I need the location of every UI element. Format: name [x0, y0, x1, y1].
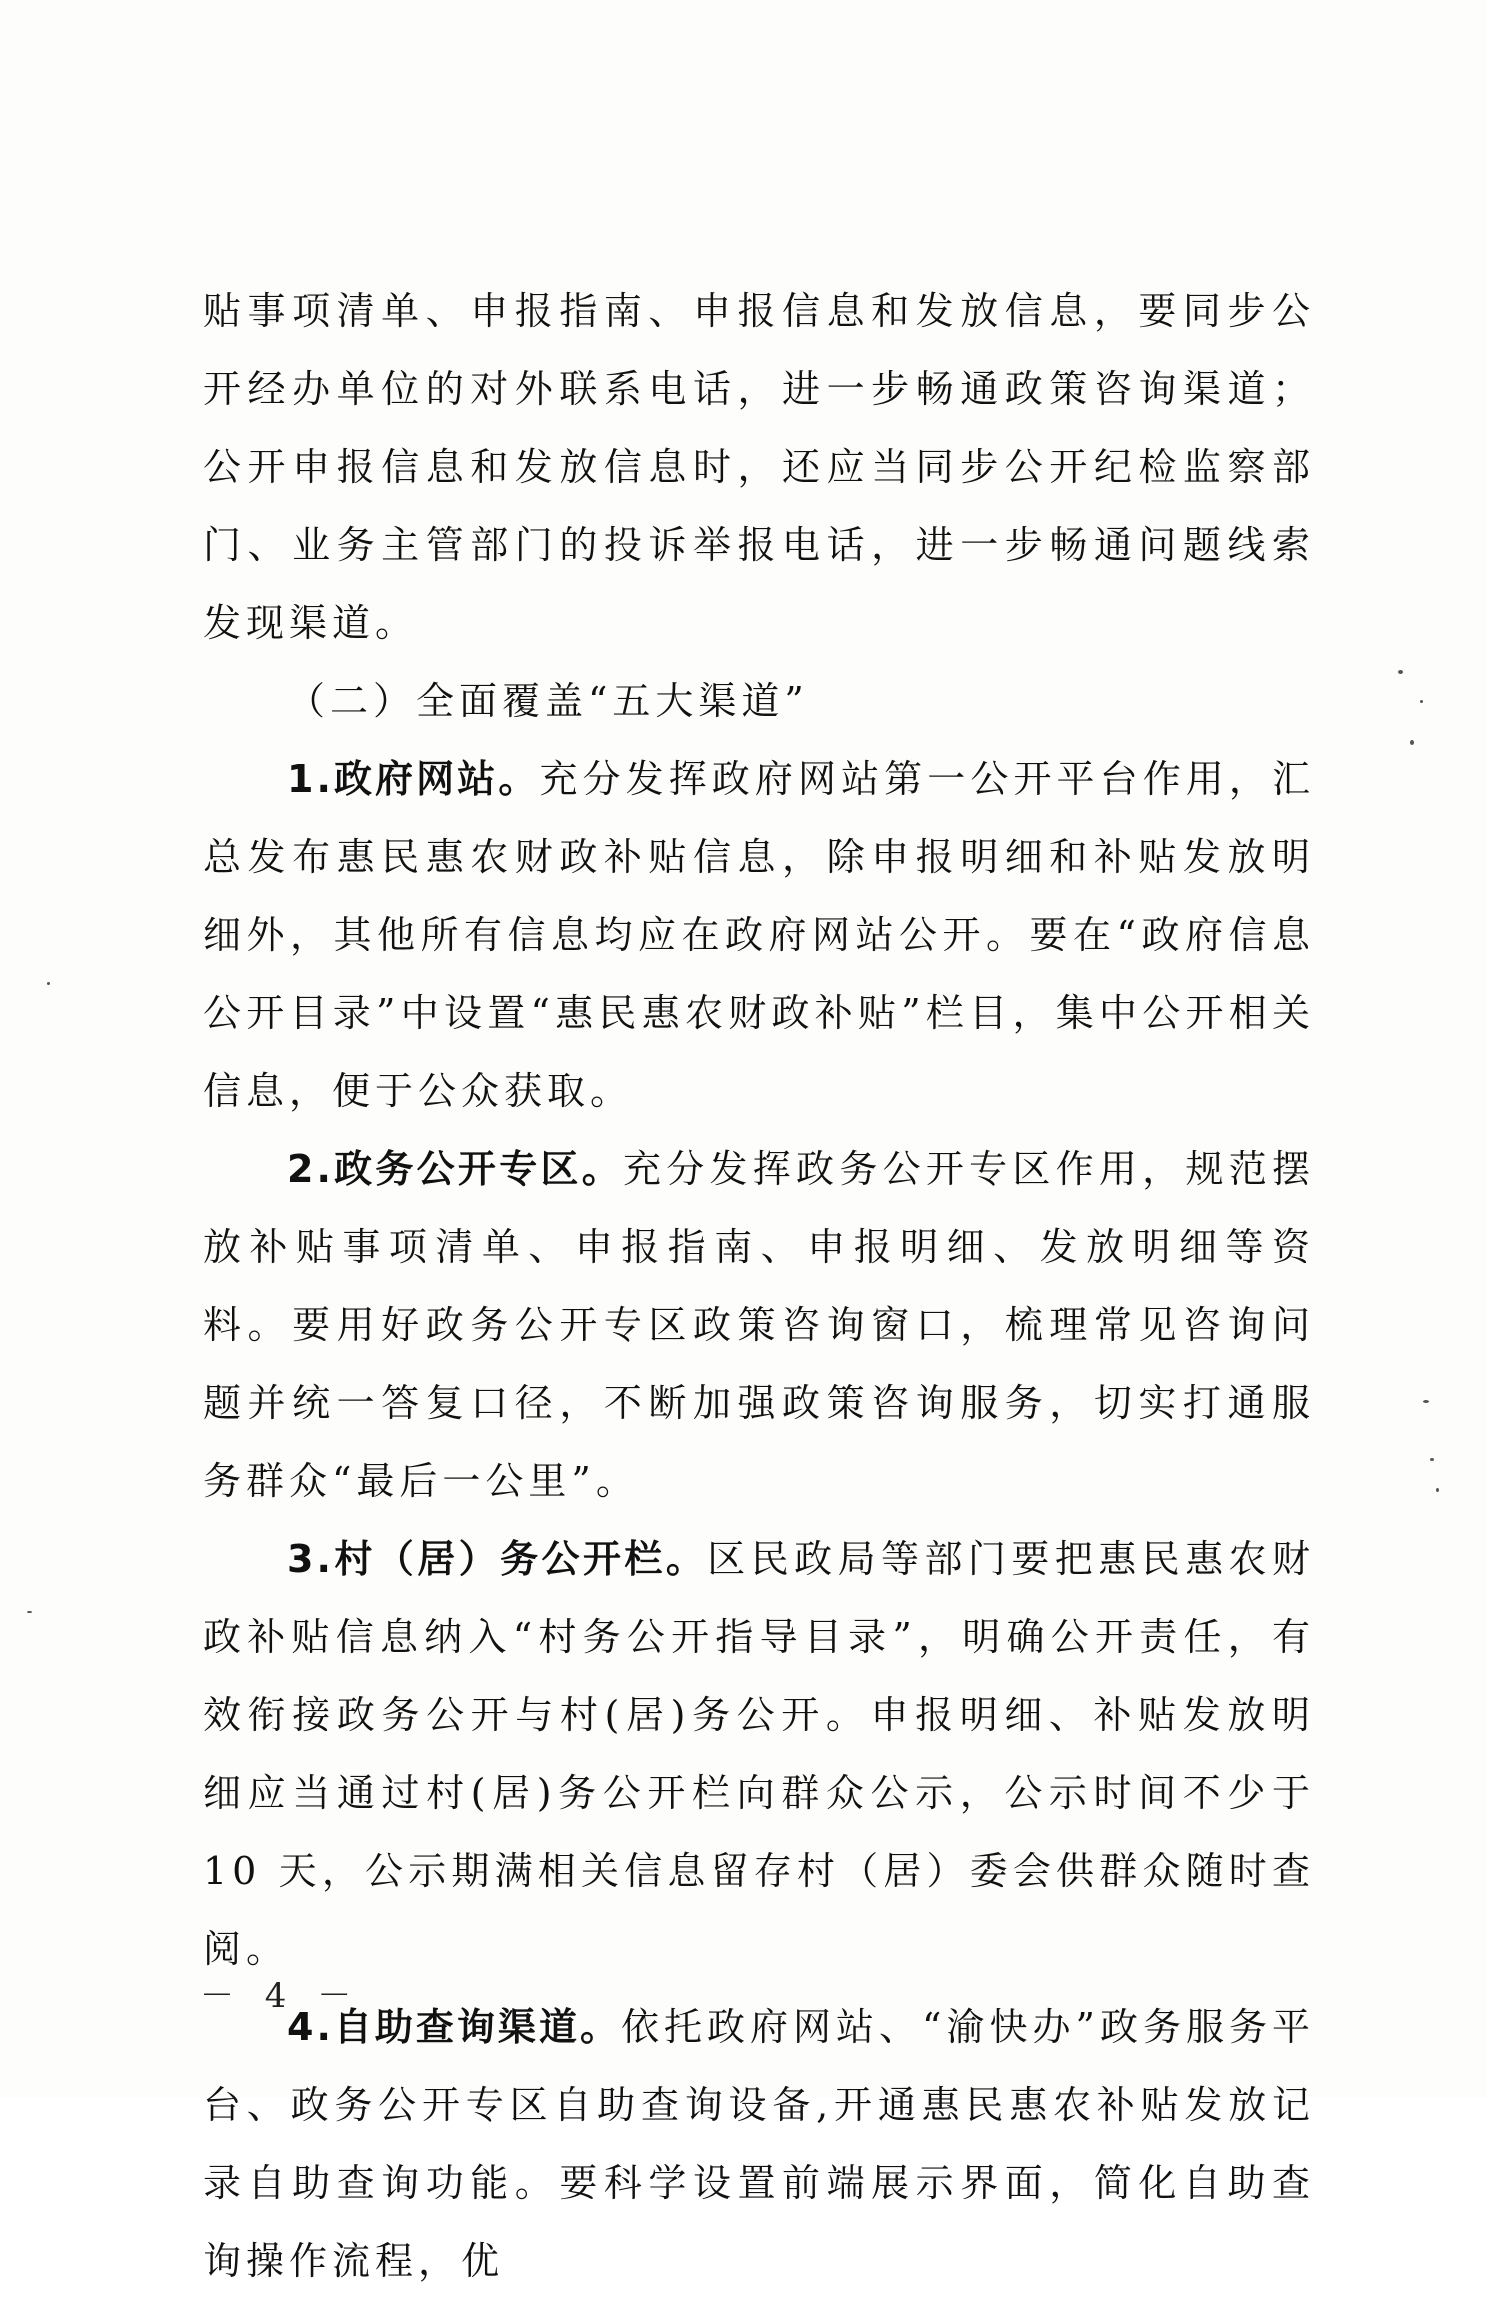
item-text-2: 充分发挥政务公开专区作用，规范摆放补贴事项清单、申报指南、申报明细、发放明细等资料。要用好政务公开专区政策咨询窗口，梳理常见咨询问题并统一答复口径，不断加强政策咨询服务，切实打通服务群众“最后一公里”。 — [203, 1147, 1315, 1503]
item-text-1: 充分发挥政府网站第一公开平台作用，汇总发布惠民惠农财政补贴信息，除申报明细和补贴发放明细外，其他所有信息均应在政府网站公开。要在“政府信息公开目录”中设置“惠民惠农财政补贴”栏目，集中公开相关信息，便于公众获取。 — [203, 757, 1315, 1113]
item-lead-2: 2.政务公开专区。 — [287, 1147, 623, 1191]
item-paragraph-4 — [203, 1988, 1315, 2300]
page-number: － 4 － — [200, 1976, 362, 2016]
section-heading: （二）全面覆盖“五大渠道” — [287, 679, 809, 723]
scan-speck — [1430, 1458, 1434, 1461]
document-body — [203, 272, 1315, 2300]
item-paragraph-2 — [203, 1130, 1315, 1520]
item-paragraph-1 — [203, 740, 1315, 1130]
scan-speck — [27, 1611, 32, 1613]
item-text-4: 依托政府网站、“渝快办”政务服务平台、政务公开专区自助查询设备,开通惠民惠农补贴发放记录自助查询功能。要科学设置前端展示界面，简化自助查询操作流程，优 — [203, 2005, 1315, 2283]
scan-speck — [1423, 1400, 1429, 1403]
item-text-3: 区民政局等部门要把惠民惠农财政补贴信息纳入“村务公开指导目录”，明确公开责任，有效衔接政务公开与村(居)务公开。申报明细、补贴发放明细应当通过村(居)务公开栏向群众公示，公示时间不少于 10 天，公示期满相关信息留存村（居）委会供群众随时查阅。 — [203, 1537, 1315, 1971]
item-lead-4: 4.自助查询渠道。 — [287, 2005, 621, 2049]
item-paragraph-3 — [203, 1520, 1315, 1988]
scan-speck — [1410, 740, 1414, 745]
scan-speck — [1436, 1488, 1439, 1492]
item-lead-1: 1.政府网站。 — [287, 757, 540, 801]
intro-paragraph: 贴事项清单、申报指南、申报信息和发放信息，要同步公开经办单位的对外联系电话，进一步畅通政策咨询渠道；公开申报信息和发放信息时，还应当同步公开纪检监察部门、业务主管部门的投诉举报电话，进一步畅通问题线索发现渠道。 — [203, 289, 1315, 645]
scan-speck — [1398, 670, 1403, 674]
scan-speck — [47, 982, 50, 985]
item-lead-3: 3.村（居）务公开栏。 — [287, 1537, 708, 1581]
scan-speck — [1420, 700, 1423, 703]
